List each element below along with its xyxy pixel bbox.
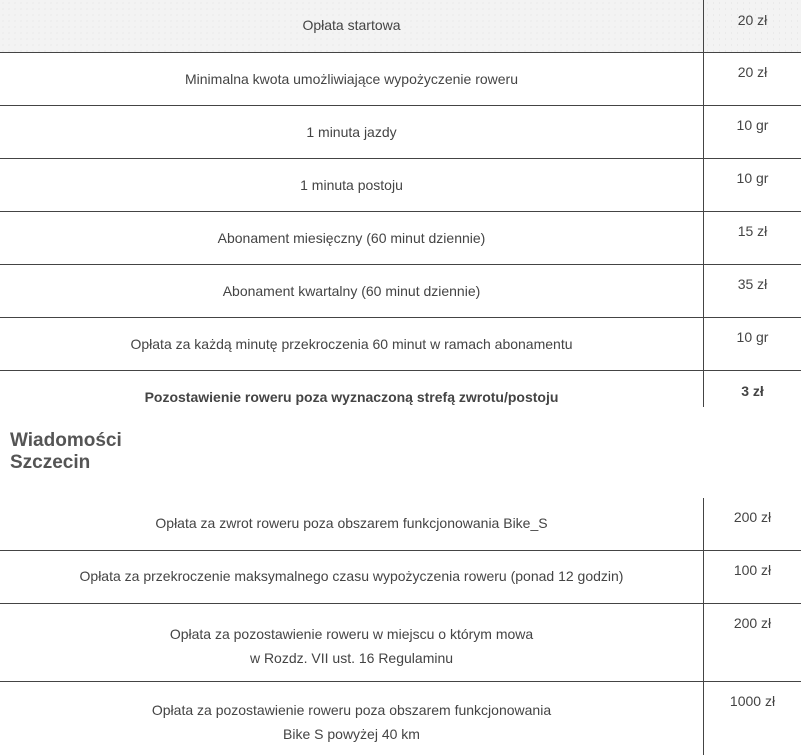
fee-value-cell: [704, 0, 801, 53]
penalty-description: [0, 682, 703, 746]
penalty-description-cell: [0, 551, 704, 604]
section-heading: [10, 430, 210, 474]
table-row: [0, 498, 801, 551]
fee-description-cell: [0, 0, 704, 53]
fee-value: 3 zł: [704, 371, 801, 399]
fee-description-cell: [0, 371, 704, 408]
fee-description: Abonament miesięczny (60 minut dziennie): [0, 212, 703, 246]
penalty-description: [0, 604, 703, 670]
fee-value: 10 gr: [704, 106, 801, 133]
fee-description-cell: [0, 106, 704, 159]
penalty-value: 200 zł: [704, 498, 801, 525]
fee-description: Opłata za każdą minutę przekroczenia 60 minut w ramach abonamentu: [0, 318, 703, 352]
fee-value-cell: [704, 265, 801, 318]
fee-value-cell: [704, 318, 801, 371]
fee-description: Opłata startowa: [0, 0, 703, 33]
fee-description-cell: [0, 159, 704, 212]
fee-value: 10 gr: [704, 159, 801, 186]
fee-value-cell: [704, 159, 801, 212]
fee-value: 20 zł: [704, 53, 801, 80]
penalty-value: 1000 zł: [704, 682, 801, 709]
table-row: [0, 371, 801, 408]
penalty-description-cell: [0, 604, 704, 682]
fee-value: 35 zł: [704, 265, 801, 292]
table-row: [0, 106, 801, 159]
penalty-description-line2: Bike S powyżej 40 km: [283, 726, 420, 742]
table-row: [0, 159, 801, 212]
fee-value-cell: [704, 371, 801, 408]
penalty-value: 200 zł: [704, 604, 801, 631]
table-row: [0, 265, 801, 318]
penalty-description-cell: [0, 498, 704, 551]
fee-description-cell: [0, 318, 704, 371]
penalty-description-line1: Opłata za pozostawienie roweru w miejscu o którym mowa: [170, 626, 533, 642]
fee-description: Pozostawienie roweru poza wyznaczoną strefą zwrotu/postoju: [0, 371, 703, 405]
penalty-value-cell: [704, 498, 801, 551]
table-row: [0, 551, 801, 604]
section-heading-line1: Wiadomości: [10, 430, 122, 451]
penalties-table: [0, 498, 801, 755]
fee-description: 1 minuta postoju: [0, 159, 703, 193]
penalty-description: Opłata za zwrot roweru poza obszarem funkcjonowania Bike_S: [0, 498, 703, 531]
table-row: [0, 212, 801, 265]
fee-value-cell: [704, 53, 801, 106]
penalty-description-line1: Opłata za pozostawienie roweru poza obszarem funkcjonowania: [152, 702, 551, 718]
table-row: [0, 682, 801, 755]
fee-value: 15 zł: [704, 212, 801, 239]
table-row: [0, 604, 801, 682]
fee-value: 10 gr: [704, 318, 801, 345]
penalty-value-cell: [704, 551, 801, 604]
section-heading-line2: Szczecin: [10, 452, 90, 473]
penalty-value: 100 zł: [704, 551, 801, 578]
fee-value-cell: [704, 212, 801, 265]
table-row: [0, 0, 801, 53]
fee-description: Minimalna kwota umożliwiające wypożyczenie roweru: [0, 53, 703, 87]
penalty-value-cell: [704, 604, 801, 682]
fee-description-cell: [0, 265, 704, 318]
table-row: [0, 53, 801, 106]
penalty-description-cell: [0, 682, 704, 755]
fee-value-cell: [704, 106, 801, 159]
fee-description: 1 minuta jazdy: [0, 106, 703, 140]
penalty-description-line2: w Rozdz. VII ust. 16 Regulaminu: [250, 650, 453, 666]
fee-description: Abonament kwartalny (60 minut dziennie): [0, 265, 703, 299]
table-row: [0, 318, 801, 371]
penalty-description: Opłata za przekroczenie maksymalnego czasu wypożyczenia roweru (ponad 12 godzin): [0, 551, 703, 584]
penalty-value-cell: [704, 682, 801, 755]
fee-description-cell: [0, 212, 704, 265]
fee-value: 20 zł: [704, 0, 801, 28]
fee-description-cell: [0, 53, 704, 106]
